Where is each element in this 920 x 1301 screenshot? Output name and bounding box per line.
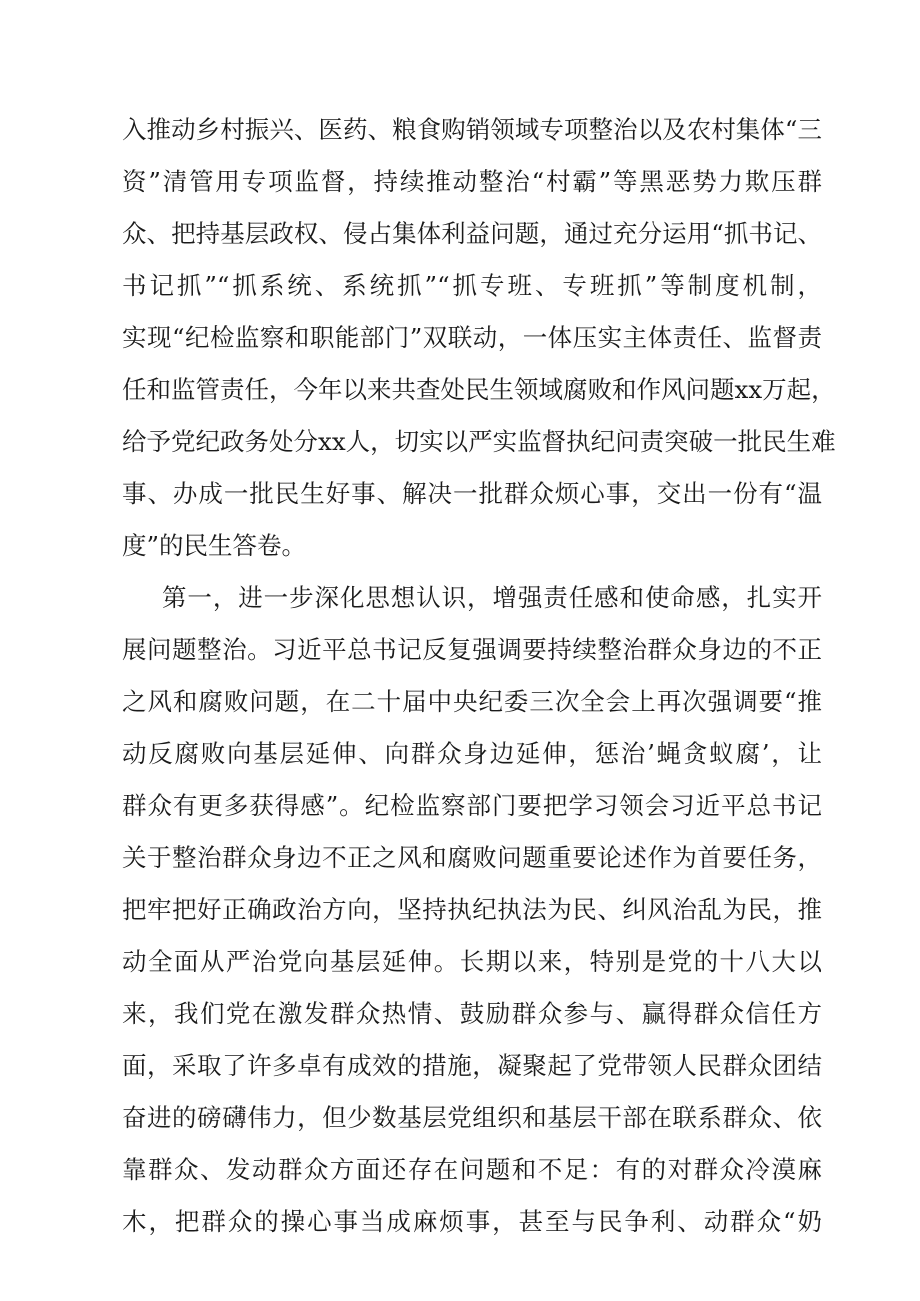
- text-line: 事、办成一批民生好事、解决一批群众烦心事，交出一份有“温: [122, 479, 822, 508]
- text-line: 之风和腐败问题，在二十届中央纪委三次全会上再次强调要“推: [122, 687, 822, 716]
- text-line: 入推动乡村振兴、医药、粮食购销领域专项整治以及农村集体“三: [122, 115, 822, 144]
- body-text: [122, 104, 836, 1248]
- text-line: 给予党纪政务处分xx人，切实以严实监督执纪问责突破一批民生难: [122, 427, 836, 456]
- text-line: 实现“纪检监察和职能部门”双联动，一体压实主体责任、监督责: [122, 323, 822, 352]
- text-line: 众、把持基层政权、侵占集体利益问题，通过充分运用“抓书记、: [122, 219, 822, 248]
- text-line: 展问题整治。习近平总书记反复强调要持续整治群众身边的不正: [122, 635, 822, 664]
- text-line: 度”的民生答卷。: [122, 531, 307, 560]
- paragraph-2: [122, 572, 822, 1248]
- text-line: 关于整治群众身边不正之风和腐败问题重要论述作为首要任务，: [122, 843, 822, 872]
- text-line: 任和监管责任，今年以来共查处民生领域腐败和作风问题xx万起，: [122, 375, 836, 404]
- text-line: 动全面从严治党向基层延伸。长期以来，特别是党的十八大以: [122, 947, 822, 976]
- text-line: 靠群众、发动群众方面还存在问题和不足：有的对群众冷漠麻: [122, 1155, 822, 1184]
- text-line: 木，把群众的操心事当成麻烦事，甚至与民争利、动群众“奶: [122, 1207, 822, 1236]
- text-line: 书记抓”“抓系统、系统抓”“抓专班、专班抓”等制度机制，: [122, 271, 822, 300]
- text-line: 把牢把好正确政治方向，坚持执纪执法为民、纠风治乱为民，推: [122, 895, 822, 924]
- text-line: 来，我们党在激发群众热情、鼓励群众参与、赢得群众信任方: [122, 999, 822, 1028]
- text-line: 动反腐败向基层延伸、向群众身边延伸，惩治’蝇贪蚁腐’，让: [122, 739, 822, 768]
- text-line: 资”清管用专项监督，持续推动整治“村霸”等黑恶势力欺压群: [122, 167, 822, 196]
- text-line: 奋进的磅礴伟力，但少数基层党组织和基层干部在联系群众、依: [122, 1103, 822, 1132]
- text-line: 群众有更多获得感”。纪检监察部门要把学习领会习近平总书记: [122, 791, 822, 820]
- paragraph-1: [122, 104, 836, 572]
- text-line: 第一，进一步深化思想认识，增强责任感和使命感，扎实开: [162, 583, 822, 612]
- text-line: 面，采取了许多卓有成效的措施，凝聚起了党带领人民群众团结: [122, 1051, 822, 1080]
